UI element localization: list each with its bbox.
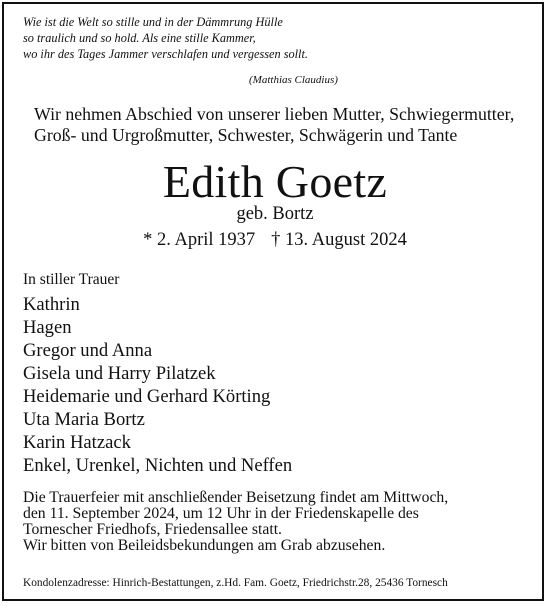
poem-line: wo ihr des Tages Jammer verschlafen und vergessen sollt. bbox=[23, 47, 308, 61]
birth-date: * 2. April 1937 bbox=[143, 230, 256, 250]
mourner-item: Hagen bbox=[23, 317, 72, 338]
poem-line: Wie ist die Welt so stille und in der Dämmrung Hülle bbox=[23, 15, 283, 29]
mourner-item: Gregor und Anna bbox=[23, 340, 153, 361]
funeral-notice bbox=[23, 490, 448, 554]
poem-line: so traulich und so hold. Als eine stille Kammer, bbox=[23, 31, 256, 45]
mourner-item: Heidemarie und Gerhard Körting bbox=[23, 386, 271, 407]
funeral-line: Tornescher Friedhofs, Friedensallee statt. bbox=[23, 521, 282, 538]
poem-author: (Matthias Claudius) bbox=[249, 74, 338, 86]
maiden-name: geb. Bortz bbox=[236, 204, 314, 224]
mourner-item: Gisela und Harry Pilatzek bbox=[23, 363, 216, 384]
mourner-list bbox=[23, 293, 292, 477]
mourner-item: Uta Maria Bortz bbox=[23, 409, 145, 430]
mourner-item: Enkel, Urenkel, Nichten und Neffen bbox=[23, 455, 293, 476]
deceased-name: Edith Goetz bbox=[162, 156, 388, 207]
intro-line: Groß- und Urgroßmutter, Schwester, Schwägerin und Tante bbox=[34, 125, 458, 145]
funeral-line: Wir bitten von Beileidsbekundungen am Grab abzusehen. bbox=[23, 537, 386, 554]
funeral-line: Die Trauerfeier mit anschließender Beisetzung findet am Mittwoch, bbox=[23, 489, 449, 506]
obituary-frame bbox=[2, 2, 544, 601]
funeral-line: den 11. September 2024, um 12 Uhr in der Friedenskapelle des bbox=[23, 505, 419, 522]
life-dates bbox=[4, 229, 546, 251]
intro-line: Wir nehmen Abschied von unserer lieben Mutter, Schwiegermutter, bbox=[34, 104, 515, 124]
mourning-label: In stiller Trauer bbox=[23, 271, 120, 288]
farewell-intro bbox=[34, 104, 514, 146]
mourner-item: Kathrin bbox=[23, 294, 80, 315]
mourner-item: Karin Hatzack bbox=[23, 432, 131, 453]
condolence-address: Kondolenzadresse: Hinrich-Bestattungen, z.Hd. Fam. Goetz, Friedrichstr.28, 25436 Tornesch bbox=[23, 577, 448, 589]
death-date: † 13. August 2024 bbox=[271, 230, 407, 250]
poem bbox=[23, 14, 308, 62]
